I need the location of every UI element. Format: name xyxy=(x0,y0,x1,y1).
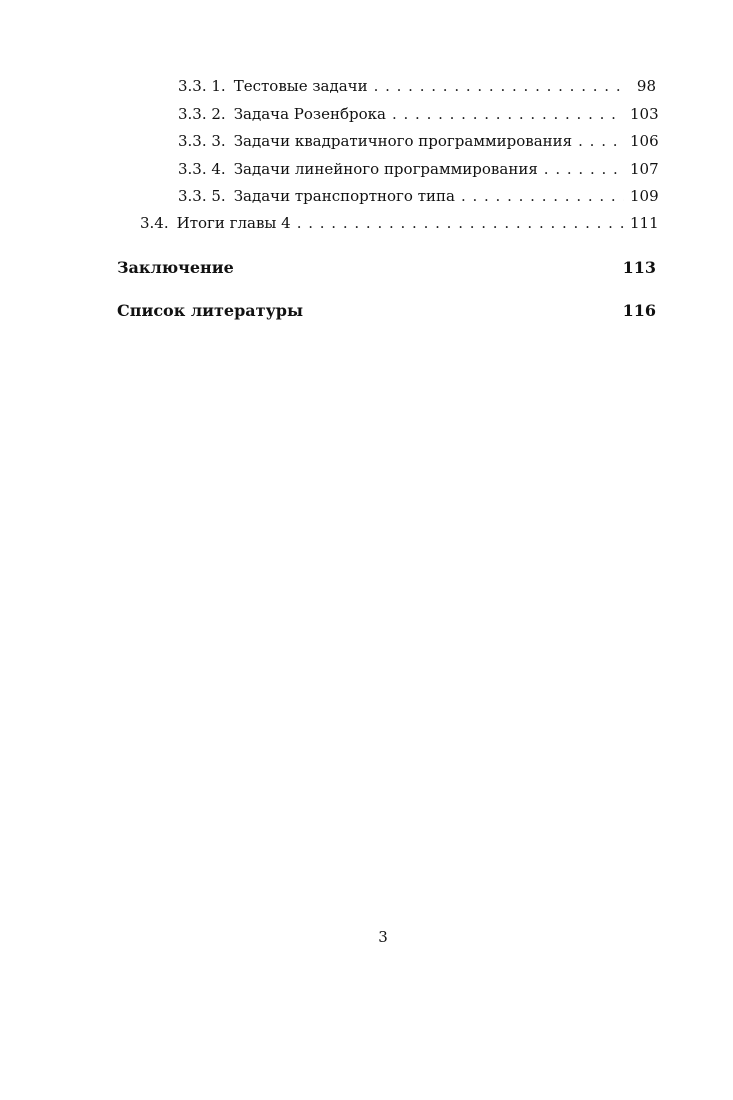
toc-entry-page: 98 xyxy=(636,77,656,95)
toc-chapter xyxy=(117,301,656,321)
toc-entry-number: 3.3. 1. xyxy=(178,77,226,95)
dot-leader xyxy=(374,76,624,96)
toc-entry-page: 107 xyxy=(630,160,659,178)
dot-leader xyxy=(297,213,624,233)
toc-entry-number: 3.3. 2. xyxy=(178,105,226,123)
toc-entry-title: Задача Розенброка xyxy=(233,105,386,123)
toc-section xyxy=(140,213,659,233)
toc-entry xyxy=(178,131,659,151)
toc-entry xyxy=(178,186,659,206)
dot-leader xyxy=(392,104,624,124)
toc-section-title: Итоги главы 4 xyxy=(176,214,291,232)
toc-section-number: 3.4. xyxy=(140,214,169,232)
toc-chapter-title: Список литературы xyxy=(117,301,304,320)
toc-entry-title: Задачи квадратичного программирования xyxy=(233,132,573,150)
toc-entry-title: Тестовые задачи xyxy=(233,77,368,95)
page-number: 3 xyxy=(378,928,388,946)
toc-entry-title: Задачи транспортного типа xyxy=(233,187,455,205)
dot-leader xyxy=(578,131,624,151)
toc-entry-page: 103 xyxy=(630,105,659,123)
toc-entry xyxy=(178,104,659,124)
dot-leader xyxy=(461,186,624,206)
toc-entry xyxy=(178,76,656,96)
toc-chapter-page: 113 xyxy=(622,258,656,277)
toc-entry-number: 3.3. 5. xyxy=(178,187,226,205)
toc-entry-page: 109 xyxy=(630,187,659,205)
toc-entry-title: Задачи линейного программирования xyxy=(233,160,538,178)
toc-chapter-title: Заключение xyxy=(117,258,234,277)
toc-chapter-page: 116 xyxy=(622,301,656,320)
toc-chapter xyxy=(117,258,656,278)
toc-entry-page: 106 xyxy=(630,132,659,150)
dot-leader xyxy=(544,159,624,179)
toc-entry-number: 3.3. 4. xyxy=(178,160,226,178)
toc-entry-number: 3.3. 3. xyxy=(178,132,226,150)
toc-section-page: 111 xyxy=(630,214,659,232)
toc-entry xyxy=(178,159,659,179)
